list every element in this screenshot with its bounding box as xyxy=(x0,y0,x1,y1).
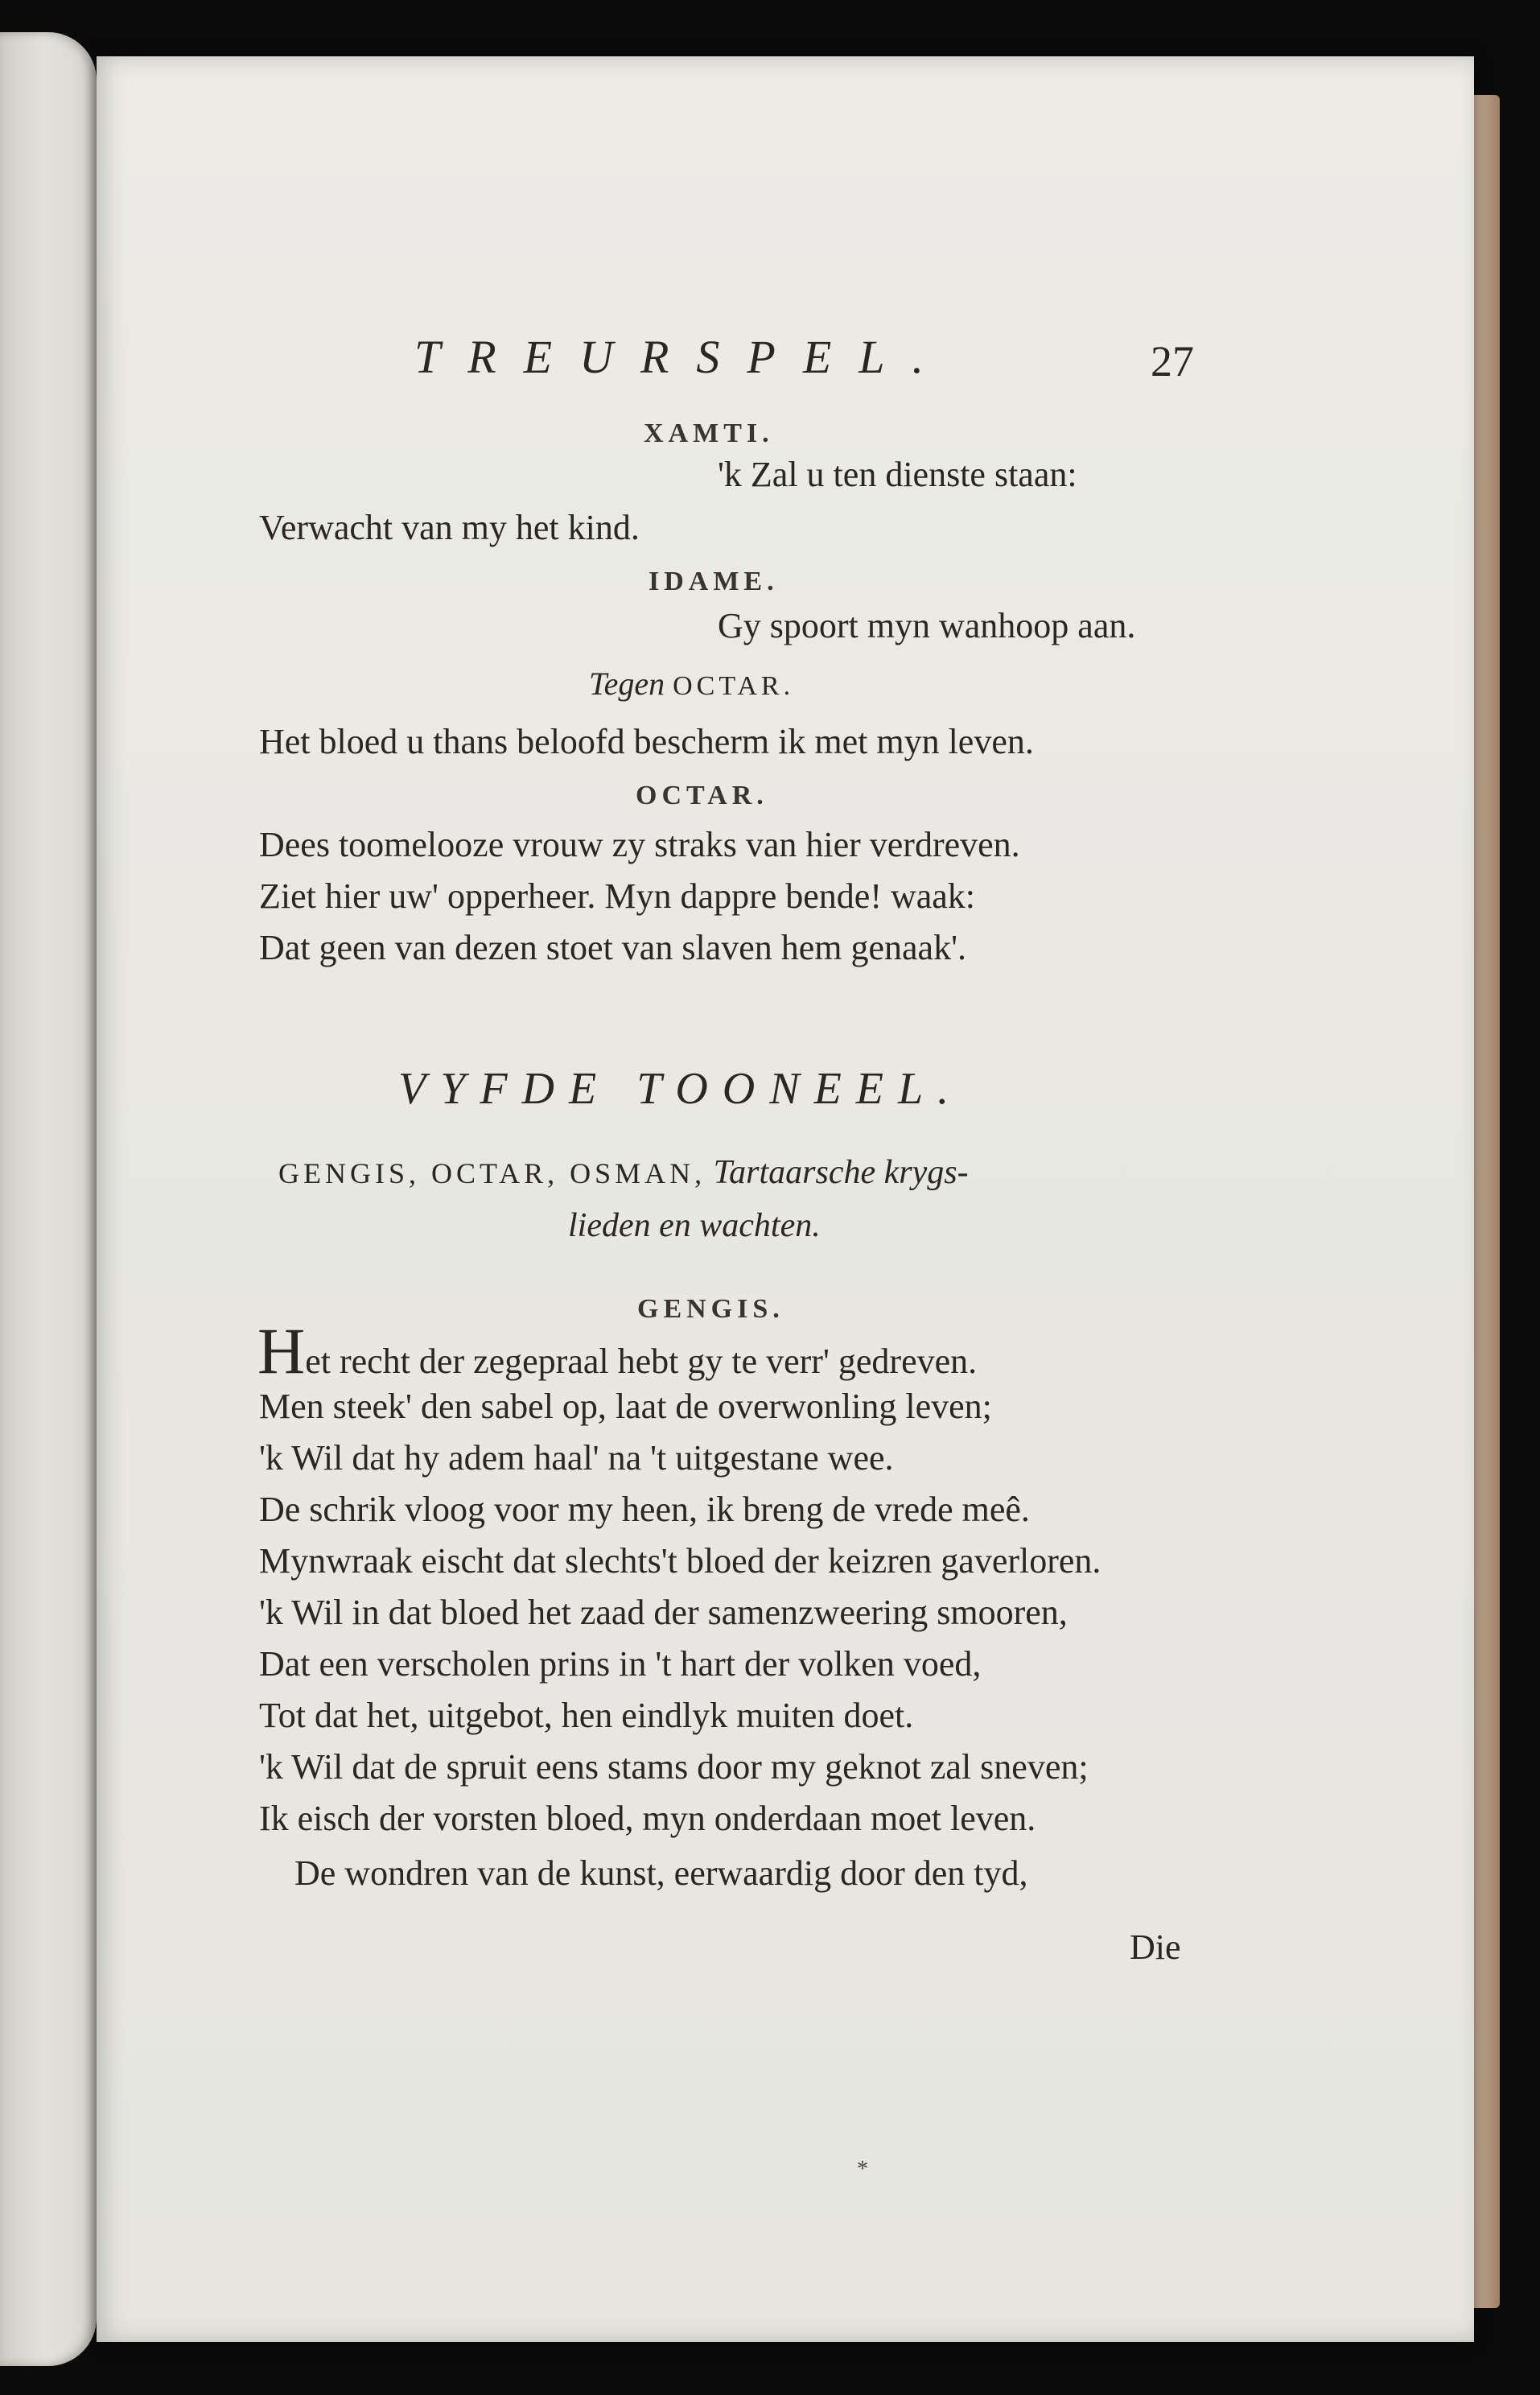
verse-line: Ziet hier uw' opperheer. Myn dappre bende! waak: xyxy=(259,876,976,916)
speaker-xamti: XAMTI. xyxy=(644,418,774,448)
drop-cap: H xyxy=(257,1314,306,1387)
stage-direction-prefix: Tegen xyxy=(589,666,665,702)
facing-page-edge xyxy=(0,32,97,2366)
verse-text: et recht der zegepraal hebt gy te verr' gedreven. xyxy=(305,1342,978,1381)
verse-line: Men steek' den sabel op, laat de overwonling leven; xyxy=(259,1387,992,1426)
verse-line: 'k Zal u ten dienste staan: xyxy=(718,455,1077,494)
verse-line: 'k Wil dat hy adem haal' na 't uitgestane wee. xyxy=(259,1438,894,1478)
running-head: TREURSPEL. xyxy=(414,331,952,383)
verse-line: Tot dat het, uitgebot, hen eindlyk muiten doet. xyxy=(259,1696,914,1735)
cast-description-continued: lieden en wachten. xyxy=(568,1207,821,1244)
cast-list xyxy=(278,1156,969,1189)
verse-line: Dat een verscholen prins in 't hart der volken voed, xyxy=(259,1644,982,1684)
speaker-idame: IDAME. xyxy=(649,567,779,596)
verse-line: Ik eisch der vorsten bloed, myn onderdaan moet leven. xyxy=(259,1799,1036,1838)
verse-line: Het bloed u thans beloofd bescherm ik met myn leven. xyxy=(259,722,1034,761)
catchword: Die xyxy=(1130,1927,1181,1967)
verse-line: Gy spoort myn wanhoop aan. xyxy=(718,606,1136,645)
speaker-octar: OCTAR. xyxy=(636,781,768,810)
verse-line: Dees toomelooze vrouw zy straks van hier verdreven. xyxy=(259,825,1020,864)
speaker-gengis: GENGIS. xyxy=(637,1294,784,1324)
cast-description: Tartaarsche krygs- xyxy=(713,1154,969,1191)
stage-direction-name: OCTAR. xyxy=(673,671,795,701)
verse-line: Dat geen van dezen stoet van slaven hem genaak'. xyxy=(259,928,967,967)
verse-line: 'k Wil dat de spruit eens stams door my geknot zal sneven; xyxy=(259,1747,1089,1787)
scene-title: VYFDE TOONEEL. xyxy=(398,1064,964,1114)
verse-line: Mynwraak eischt dat slechts't bloed der keizren gaverloren. xyxy=(259,1541,1101,1581)
cast-names: GENGIS, OCTAR, OSMAN, xyxy=(278,1157,706,1189)
stage-direction xyxy=(589,668,794,700)
cast-list-continued xyxy=(568,1209,821,1243)
verse-line: De schrik vloog voor my heen, ik breng de vrede meê. xyxy=(259,1490,1030,1529)
ornament-mark: * xyxy=(857,2157,868,2182)
verse-line: Verwacht van my het kind. xyxy=(259,508,640,547)
book-page xyxy=(97,56,1474,2342)
verse-line-first xyxy=(257,1314,978,1387)
verse-line: De wondren van de kunst, eerwaardig door den tyd, xyxy=(294,1853,1028,1893)
verse-line: 'k Wil in dat bloed het zaad der samenzweering smooren, xyxy=(259,1593,1068,1632)
page-number: 27 xyxy=(1151,337,1194,385)
